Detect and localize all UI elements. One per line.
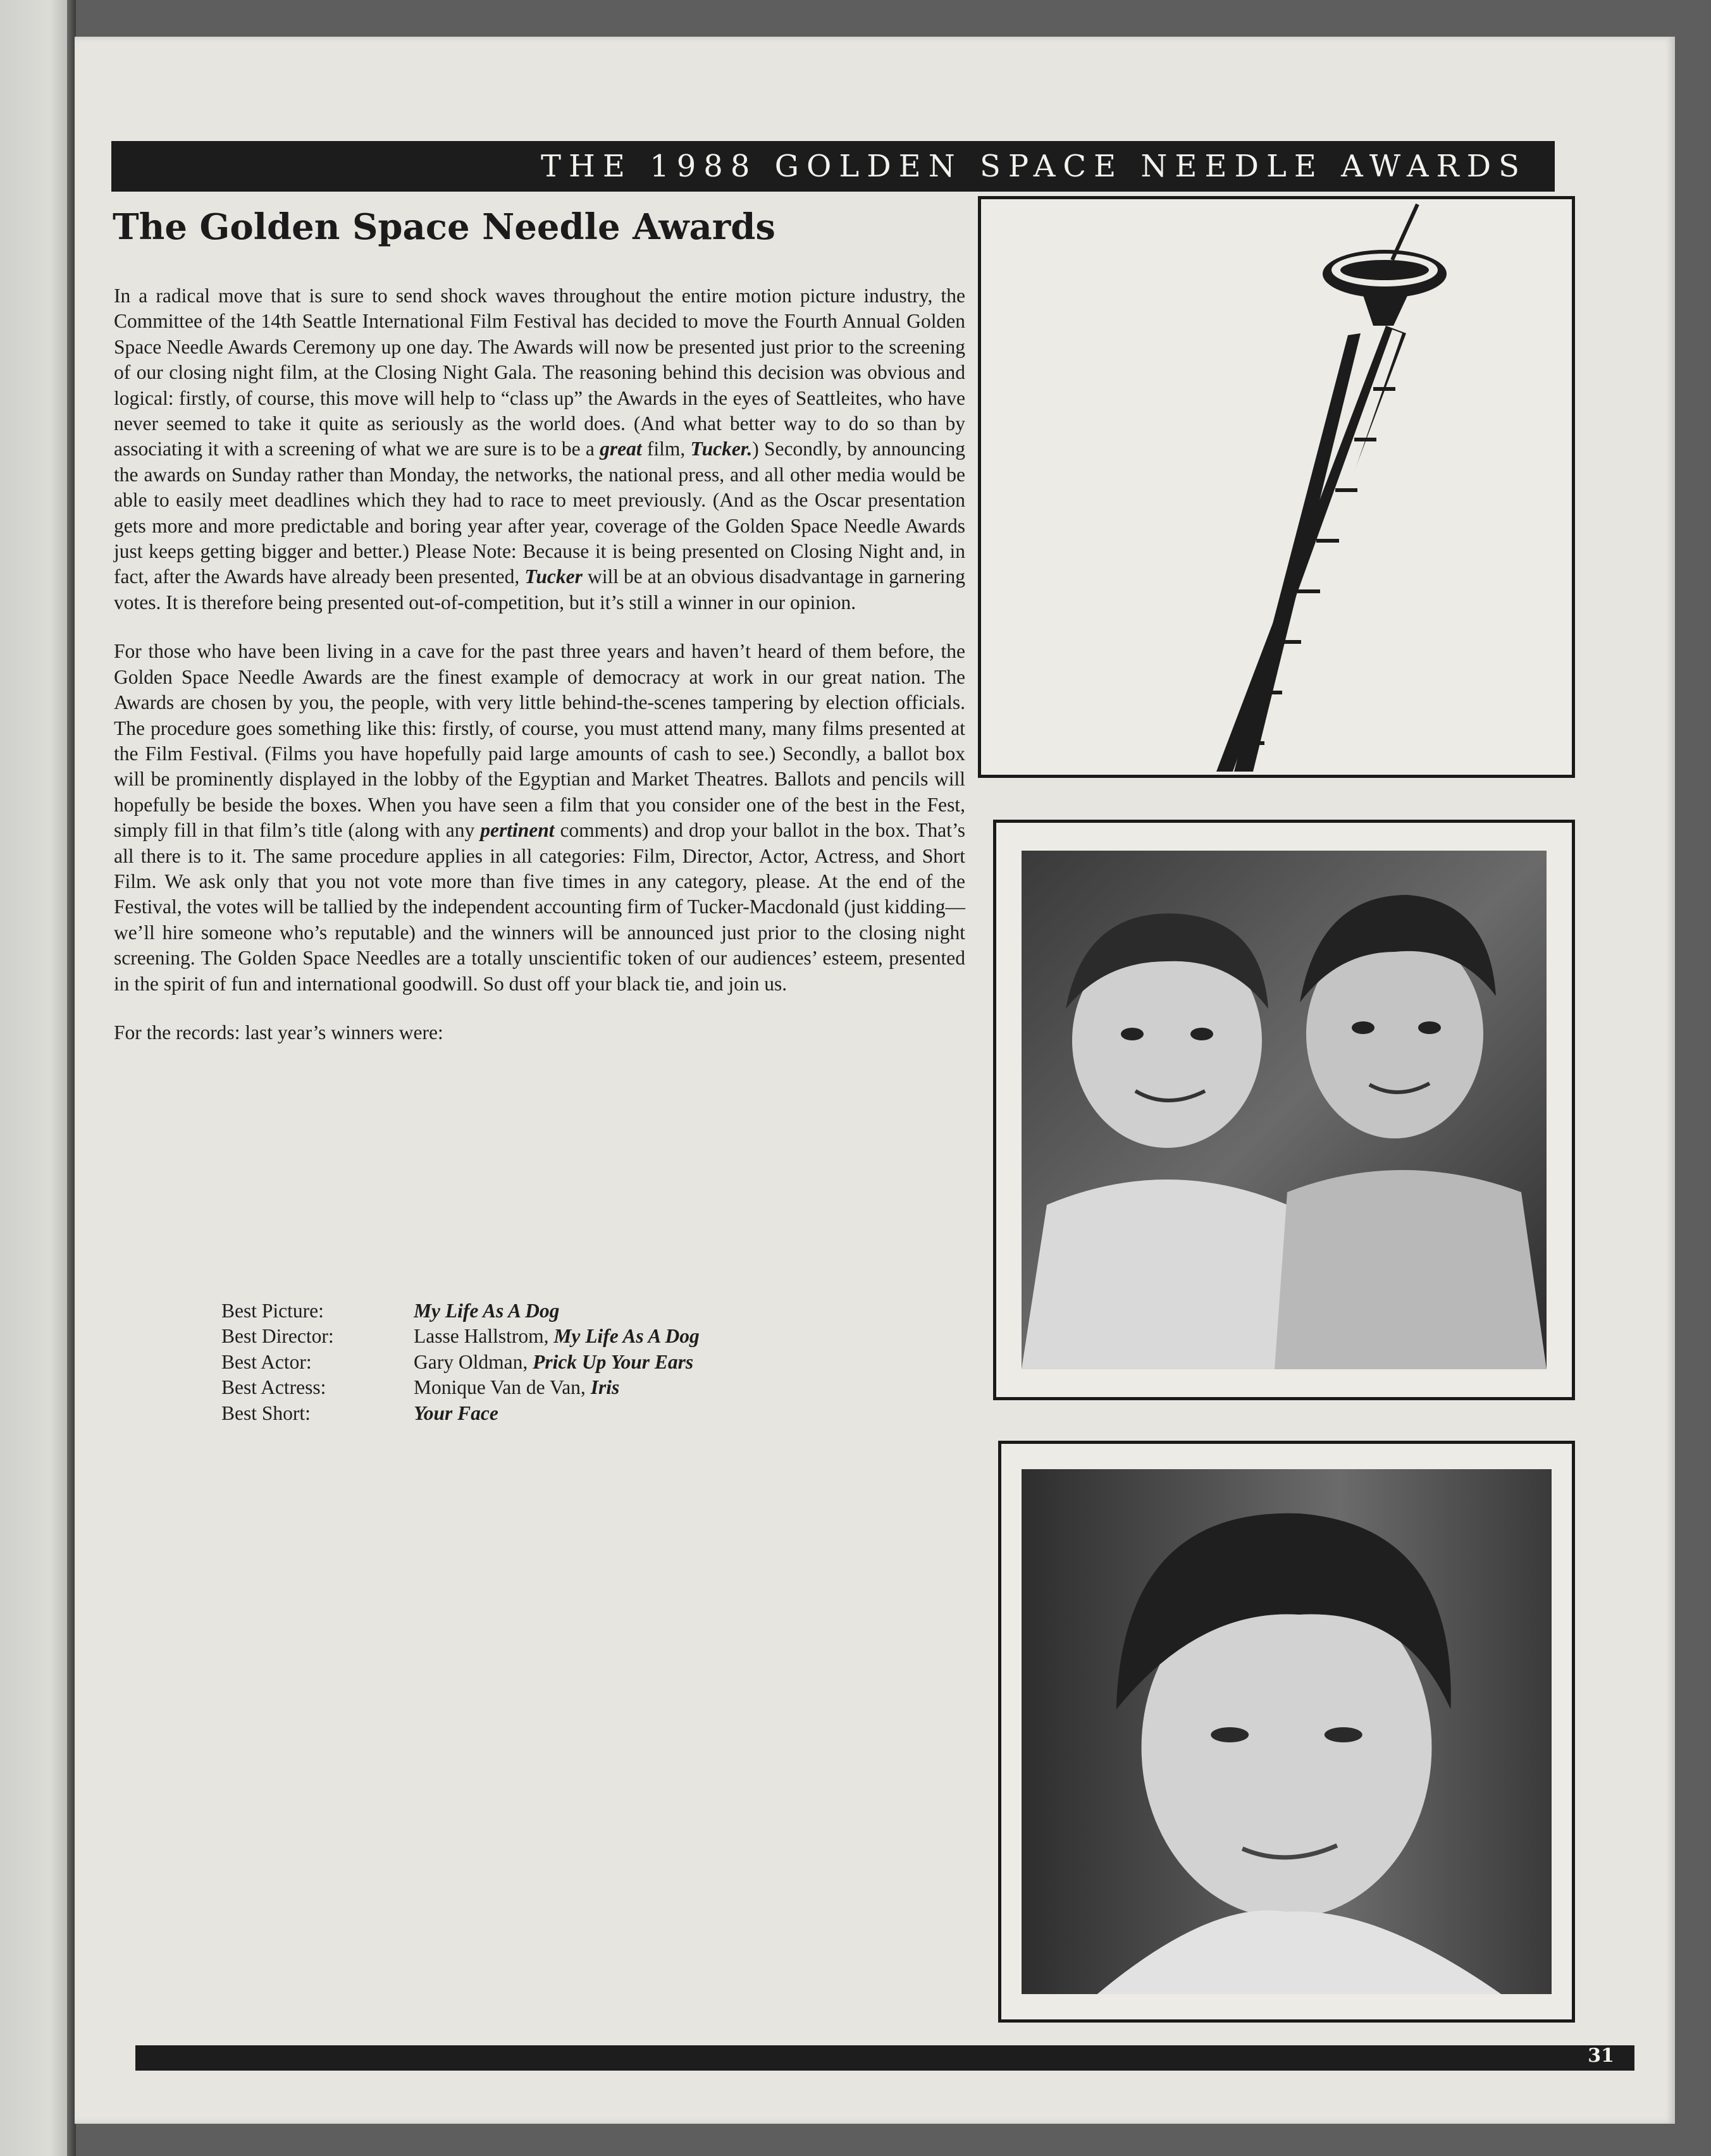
winner-film: Prick Up Your Ears xyxy=(533,1350,694,1373)
space-needle-illustration xyxy=(981,199,1572,775)
winner-category: Best Picture: xyxy=(221,1300,324,1322)
p1-text-a: In a radical move that is sure to send shock waves throughout the entire motion picture industry, the Committee of the 14th Seattle International Film Festival has decided to move the Fourth Annual Golden Space Needle Awards Ceremony up one day. The Awards will now be presented just prior to the screening of our closing night film, at the Closing Night Gala. The reasoning behind this decision was obvious and logical: firstly, of course, this move will help to “class up” the Awards in the eyes of Seattleites, who have never seemed to take it quite as seriously as the world does. (And what better way to do so than by associating it with a screening of what we are sure is to be a xyxy=(114,285,965,460)
winner-name: Monique Van de Van, xyxy=(414,1376,591,1399)
space-needle-illustration-frame xyxy=(978,196,1575,778)
winners-list xyxy=(221,1298,917,1426)
winner-name: Lasse Hallstrom, xyxy=(414,1325,554,1348)
p1-italic-great: great xyxy=(600,438,642,460)
winner-film: Iris xyxy=(590,1376,620,1399)
winner-row xyxy=(221,1350,917,1375)
boys-photo xyxy=(1022,851,1547,1369)
winner-category: Best Short: xyxy=(221,1401,311,1424)
article-body xyxy=(114,283,965,1078)
p2-text-b: comments) and drop your ballot in the box. That’s all there is to it. The same procedure applies in all categories: Film, Director, Actor, Actress, and Short Film. We ask only that you not vote more than five times in any category, please. At the end of the Festival, the votes will be tallied by the independent accounting firm of Tucker-Macdonald (just kidding—we’ll hire someone who’s reputable) and the winners will be announced just prior to the closing night screening. The Golden Space Needles are a totally unscientific token of our audiences’ esteem, presented in the spirit of fun and international goodwill. So dust off your black tie, and join us. xyxy=(114,819,965,995)
winners-intro: For the records: last year’s winners were: xyxy=(114,1021,443,1044)
winner-name: Gary Oldman, xyxy=(414,1350,533,1373)
paragraph-1 xyxy=(114,283,965,615)
p2-text-a: For those who have been living in a cave for the past three years and haven’t heard of them before, the Golden Space Needle Awards are the finest example of democracy at work in our great nation. The Awards are chosen by you, the people, with very little behind-the-scenes tampering by election officials. The procedure goes something like this: firstly, of course, you must attend many, many films presented at the Film Festival. (Films you have hopefully paid large amounts of cash to see.) Secondly, a ballot box will be prominently displayed in the lobby of the Egyptian and Market Theatres. Ballots and pencils will hopefully be beside the boxes. When you have seen a film that you consider one of the best in the Fest, simply fill in that film’s title (along with any xyxy=(114,640,965,842)
section-banner xyxy=(111,141,1555,192)
article-title: The Golden Space Needle Awards xyxy=(113,206,775,248)
p1-text-c: ) Secondly, by announcing the awards on Sunday rather than Monday, the networks, the national press, and all other media would be able to easily meet deadlines which they had to race to meet previously. (And as the Oscar presentation gets more and more predictable and boring year after year, coverage of the Golden Space Needle Awards just keeps getting bigger and better.) Please Note: Because it is being presented on Closing Night and, in fact, after the Awards have already been presented, xyxy=(114,438,965,588)
winner-film: Your Face xyxy=(414,1401,498,1424)
banner-text: THE 1988 GOLDEN SPACE NEEDLE AWARDS xyxy=(541,149,1527,184)
winner-film: My Life As A Dog xyxy=(414,1300,560,1322)
p1-italic-tucker-2: Tucker xyxy=(524,565,583,588)
portrait-photo xyxy=(1022,1469,1552,1994)
winner-category: Best Actress: xyxy=(221,1376,326,1399)
facing-page-edge xyxy=(0,0,71,2156)
paragraph-2 xyxy=(114,639,965,997)
footer-bar xyxy=(135,2045,1634,2071)
page-number: 31 xyxy=(1588,2045,1614,2067)
magazine-page xyxy=(75,37,1675,2124)
winner-row xyxy=(221,1375,917,1400)
winner-category: Best Actor: xyxy=(221,1350,312,1373)
portrait-photo-frame xyxy=(998,1441,1575,2023)
boys-photo-frame xyxy=(993,820,1575,1400)
winner-row xyxy=(221,1324,917,1349)
p1-text-b: film, xyxy=(641,438,691,460)
winner-category: Best Director: xyxy=(221,1325,334,1348)
p2-italic-pertinent: pertinent xyxy=(480,819,555,842)
winner-row xyxy=(221,1298,917,1324)
winner-film: My Life As A Dog xyxy=(553,1325,700,1348)
p1-italic-tucker: Tucker. xyxy=(690,438,753,460)
p1-text-d: will be at an obvious disadvantage in garnering votes. It is therefore being presented out-of-competition, but it’s still a winner in our opinion. xyxy=(114,565,965,613)
winner-row xyxy=(221,1401,917,1426)
